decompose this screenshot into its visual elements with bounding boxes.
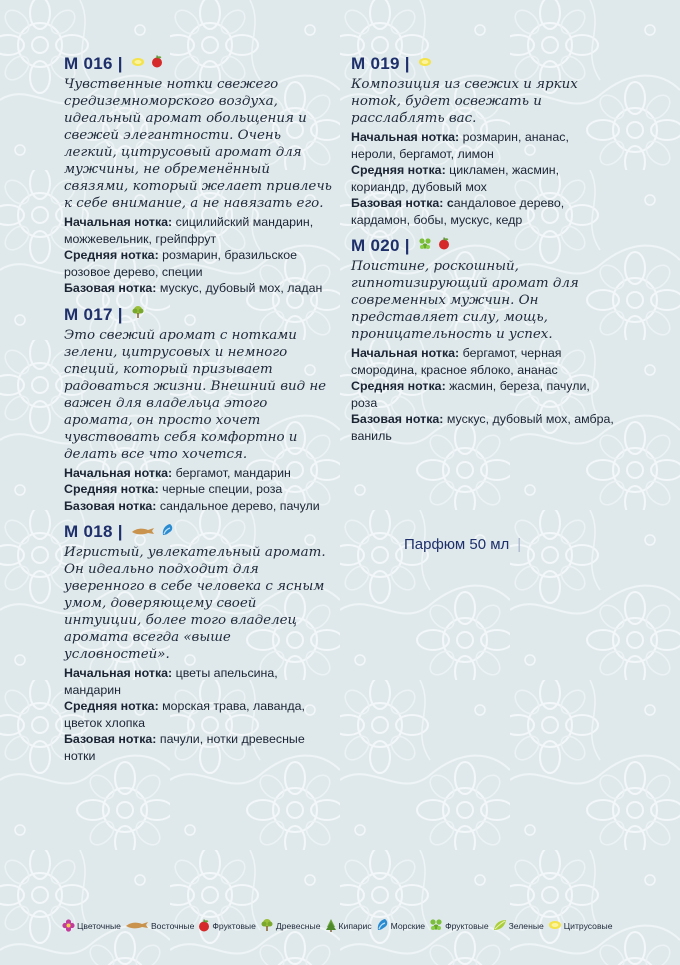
note-value: розмарин, ананас, нероли, бергамот, лимон xyxy=(351,130,569,161)
oriental-icon xyxy=(125,920,151,932)
fragrance-description: Поистине, роскошный, гипнотизирующий аромат для современных мужчин. Он представляет силу, мощь, проницательность и успех. xyxy=(351,259,579,342)
code-divider: | xyxy=(117,304,123,324)
legend-label: Фруктовые xyxy=(445,921,489,931)
legend-label: Древесные xyxy=(275,921,321,931)
fruity-icon xyxy=(198,919,212,934)
fragrance-header xyxy=(351,52,616,76)
legend-label: Цветочные xyxy=(77,921,121,931)
legend-label: Зеленые xyxy=(508,921,544,931)
legend-item xyxy=(493,919,544,933)
fruity-icon xyxy=(438,237,450,255)
citrus-icon xyxy=(548,919,564,933)
legend-item xyxy=(376,918,425,934)
note-label: Средняя нотка: xyxy=(64,699,159,713)
fragrance-header xyxy=(64,52,336,76)
code-divider: | xyxy=(117,522,123,541)
note-label: Базовая нотка: с xyxy=(351,196,454,210)
legend-label: Фруктовые xyxy=(212,921,256,931)
fragrance-code: М 018 xyxy=(64,522,113,541)
fragrance-note xyxy=(64,481,336,498)
marine-icon xyxy=(376,918,391,934)
fragrance-note xyxy=(64,665,336,698)
fragrance-header xyxy=(64,520,336,544)
fragrance-entry xyxy=(64,520,336,764)
green-icon xyxy=(493,919,509,933)
note-value: сандальное дерево, пачули xyxy=(156,498,320,513)
right-column xyxy=(351,52,616,450)
marine-icon xyxy=(161,523,174,542)
citrus-icon xyxy=(131,55,145,73)
note-label: Базовая нотка: xyxy=(351,412,444,426)
note-label: Начальная нотка: xyxy=(64,215,173,229)
note-label: Начальная нотка: xyxy=(351,346,460,360)
code-divider: | xyxy=(117,54,123,73)
fragrance-note xyxy=(351,162,616,195)
volume-divider: | xyxy=(517,536,522,553)
volume-label xyxy=(404,536,521,553)
fragrance-note xyxy=(351,411,616,444)
left-column xyxy=(64,52,336,770)
note-value: бергамот, мандарин xyxy=(172,465,291,480)
note-value: андаловое дерево, кардамон, бобы, мускус, кедр xyxy=(351,196,565,227)
note-label: Базовая нотка: xyxy=(64,281,157,295)
note-value: розмарин, бразильское розовое дерево, специи xyxy=(64,248,297,279)
legend-label: Кипарис xyxy=(338,921,372,931)
fragrance-note xyxy=(64,247,336,280)
note-value: пачули, нотки древесные нотки xyxy=(64,732,305,763)
fruity2-icon xyxy=(429,918,445,934)
fragrance-note xyxy=(64,214,336,247)
legend-label: Восточные xyxy=(150,921,195,931)
fragrance-description: Игристый, увлекательный аромат. Он идеально подходит для уверенного в себе человека с ясным умом, доверяющему своей интуиции, более того владелец аромата всегда «выше условностей». xyxy=(64,545,326,662)
fragrance-description: Это свежий аромат с нотками зелени, цитрусовых и немного специй, который призывает радоваться жизни. Внешний вид не важен для владельца этого аромата, он просто хочет чувствовать себя комфортно и делать все что хочется. xyxy=(64,327,327,462)
fragrance-note xyxy=(64,280,336,297)
fragrance-entry xyxy=(351,234,616,444)
cypress-icon xyxy=(325,918,339,934)
legend-item xyxy=(325,918,372,934)
note-label: Начальная нотка: xyxy=(351,130,460,144)
note-label: Средняя нотка: xyxy=(64,482,159,496)
fragrance-note xyxy=(64,731,336,764)
fragrance-note xyxy=(351,378,616,411)
legend-item xyxy=(429,918,489,934)
legend-label: Морские xyxy=(390,921,426,931)
fruity2-icon xyxy=(418,237,432,256)
fragrance-note xyxy=(64,498,336,515)
fragrance-entry xyxy=(64,52,336,297)
fragrance-code: М 020 xyxy=(351,236,400,255)
note-label: Средняя нотка: xyxy=(351,379,446,393)
woody-icon xyxy=(131,305,145,324)
fragrance-header xyxy=(351,234,616,258)
note-label: Базовая нотка: xyxy=(64,498,157,513)
note-value: бергамот, черная смородина, красное яблоко, ананас xyxy=(351,346,562,377)
oriental-icon xyxy=(131,523,155,541)
woody-icon xyxy=(260,918,276,934)
fragrance-note xyxy=(351,129,616,162)
legend-item xyxy=(125,920,194,932)
note-value: мускус, дубовый мох, ладан xyxy=(156,281,323,295)
note-value: мускус, дубовый мох, амбра, ваниль xyxy=(351,412,614,443)
legend-item xyxy=(62,919,121,934)
volume-text: Парфюм 50 мл xyxy=(404,536,510,553)
code-divider: | xyxy=(404,54,410,73)
fragrance-description: Композиция из свежих и ярких нотоk, будет освежать и расслаблять вас. xyxy=(351,77,578,126)
fragrance-code: М 016 xyxy=(64,54,113,73)
note-value: жасмин, береза, пачули, роза xyxy=(351,379,590,410)
note-label: Средняя нотка: xyxy=(351,163,446,177)
legend-item xyxy=(198,919,256,934)
note-value: сицилийский мандарин, можжевельник, грейпфрут xyxy=(64,215,314,246)
fragrance-header xyxy=(64,303,336,327)
note-label: Начальная нотка: xyxy=(64,465,173,480)
fragrance-note xyxy=(64,465,336,482)
note-value: цикламен, жасмин, кориандр, дубовый мох xyxy=(351,163,560,194)
legend xyxy=(62,918,616,934)
note-value: цветы апельсина, мандарин xyxy=(64,666,278,697)
fragrance-note xyxy=(351,195,616,228)
note-value: черные специи, роза xyxy=(158,482,283,496)
floral-icon xyxy=(62,919,77,934)
fruity-icon xyxy=(151,55,163,73)
note-label: Базовая нотка: xyxy=(64,732,157,746)
code-divider: | xyxy=(404,236,410,255)
fragrance-description: Чувственные нотки свежего средиземноморского воздуха, идеальный аромат обольщения и свежей элегантности. Очень легкий, цитрусовый аромат для мужчины, не обременённый связями, который желает привлечь к себе внимание, а не навязать его. xyxy=(64,77,332,211)
legend-item xyxy=(260,918,321,934)
fragrance-code: М 017 xyxy=(64,304,113,324)
legend-item xyxy=(548,919,613,933)
fragrance-entry xyxy=(351,52,616,228)
fragrance-note xyxy=(351,345,616,378)
fragrance-entry xyxy=(64,303,336,515)
note-label: Средняя нотка: xyxy=(64,248,159,262)
note-value: морская трава, лаванда, цветок хлопка xyxy=(64,699,305,730)
fragrance-note xyxy=(64,698,336,731)
legend-label: Цитрусовые xyxy=(563,921,613,931)
citrus-icon xyxy=(418,55,432,73)
fragrance-code: М 019 xyxy=(351,54,400,73)
note-label: Начальная нотка: xyxy=(64,666,173,680)
